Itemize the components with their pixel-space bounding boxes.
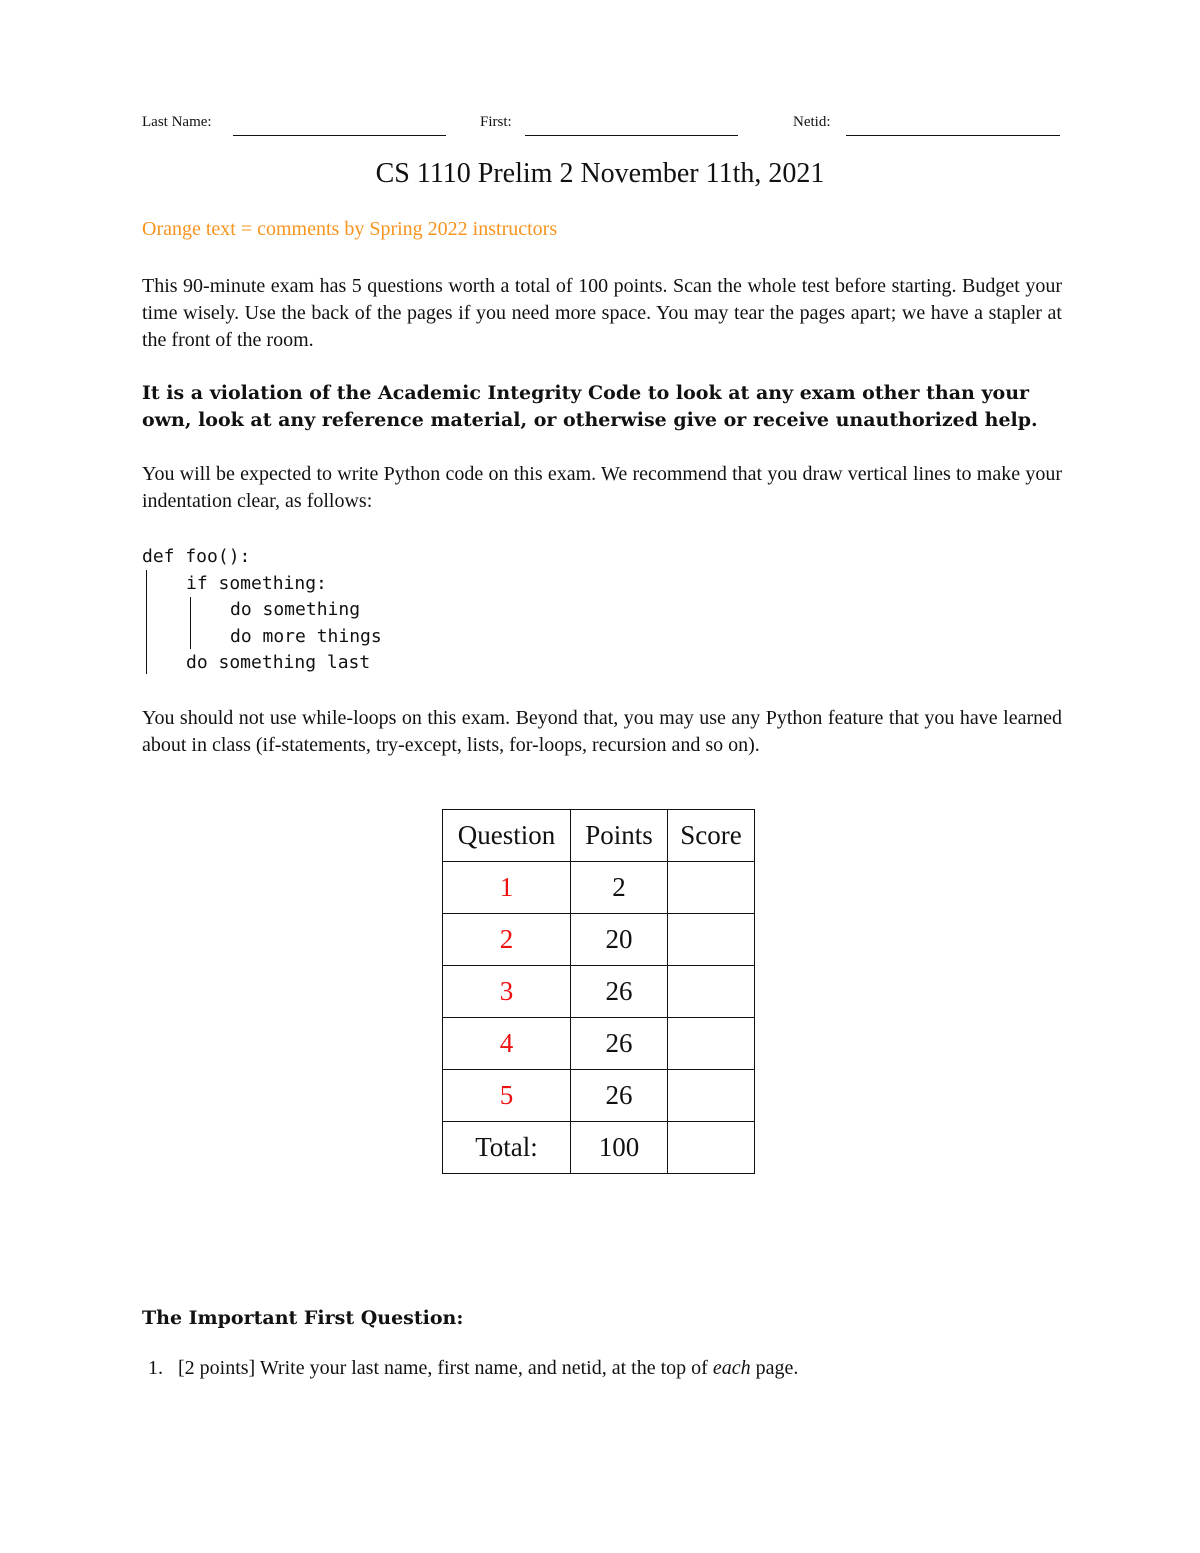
question-number: 1 — [443, 862, 571, 914]
last-name-field[interactable] — [233, 135, 446, 136]
question-1-points: [2 points] — [178, 1357, 256, 1379]
question-1-emphasis: each — [712, 1357, 751, 1379]
header-question: Question — [443, 810, 571, 862]
indent-guide-outer — [146, 570, 147, 674]
question-points: 20 — [571, 914, 668, 966]
loops-paragraph: You should not use while-loops on this exam. Beyond that, you may use any Python feature that you have learned about in class (if-statements, try-except, lists, for-loops, recursion and so on). — [142, 707, 1062, 756]
code-line: do more things — [230, 625, 382, 647]
question-score[interactable] — [668, 966, 755, 1018]
table-row — [443, 966, 755, 1018]
table-row — [443, 1018, 755, 1070]
code-line: do something last — [186, 652, 371, 673]
first-name-label: First: — [480, 114, 512, 130]
table-total-row — [443, 1122, 755, 1174]
indent-guide-inner — [190, 597, 191, 649]
question-score[interactable] — [668, 914, 755, 966]
first-name-field[interactable] — [525, 135, 738, 136]
python-paragraph: You will be expected to write Python code on this exam. We recommend that you draw vertical lines to make your indentation clear, as follows: — [142, 463, 1062, 512]
question-points: 26 — [571, 1018, 668, 1070]
question-points: 26 — [571, 1070, 668, 1122]
code-line: do something — [230, 599, 361, 620]
question-points: 26 — [571, 966, 668, 1018]
last-name-label: Last Name: — [142, 114, 212, 130]
question-score[interactable] — [668, 1070, 755, 1122]
table-row — [443, 914, 755, 966]
header-points: Points — [571, 810, 668, 862]
question-number: 3 — [443, 966, 571, 1018]
question-1-text: Write your last name, first name, and netid, at the top of — [259, 1357, 708, 1379]
code-line: if something: — [186, 572, 327, 594]
question-number: 5 — [443, 1070, 571, 1122]
code-line: def foo(): — [142, 546, 251, 567]
table-row — [443, 1070, 755, 1122]
question-number: 4 — [443, 1018, 571, 1070]
intro-paragraph: This 90-minute exam has 5 questions worth a total of 100 points. Scan the whole test before starting. Budget your time wisely. Use the back of the pages if you need more space. You may tear the pages apart; we have a stapler at the front of the room. — [142, 275, 1062, 351]
table-header-row — [443, 810, 755, 862]
instructor-note: Orange text = comments by Spring 2022 instructors — [142, 218, 558, 240]
question-1-text-end: page. — [755, 1357, 799, 1379]
page-title: CS 1110 Prelim 2 November 11th, 2021 — [375, 158, 825, 189]
total-points: 100 — [571, 1122, 668, 1174]
question-number: 2 — [443, 914, 571, 966]
header-score: Score — [668, 810, 755, 862]
integrity-paragraph: It is a violation of the Academic Integrity Code to look at any exam other than your own, look at any reference material, or otherwise give or receive unauthorized help. — [142, 382, 1038, 431]
table-row — [443, 862, 755, 914]
question-1 — [148, 1357, 798, 1380]
netid-field[interactable] — [846, 135, 1060, 136]
netid-label: Netid: — [793, 114, 831, 130]
question-1-number: 1. — [148, 1357, 163, 1379]
total-label: Total: — [443, 1122, 571, 1174]
section-heading: The Important First Question: — [142, 1307, 464, 1329]
total-score[interactable] — [668, 1122, 755, 1174]
question-score[interactable] — [668, 1018, 755, 1070]
question-score[interactable] — [668, 862, 755, 914]
code-example — [142, 544, 382, 677]
score-table — [442, 809, 755, 1174]
question-points: 2 — [571, 862, 668, 914]
